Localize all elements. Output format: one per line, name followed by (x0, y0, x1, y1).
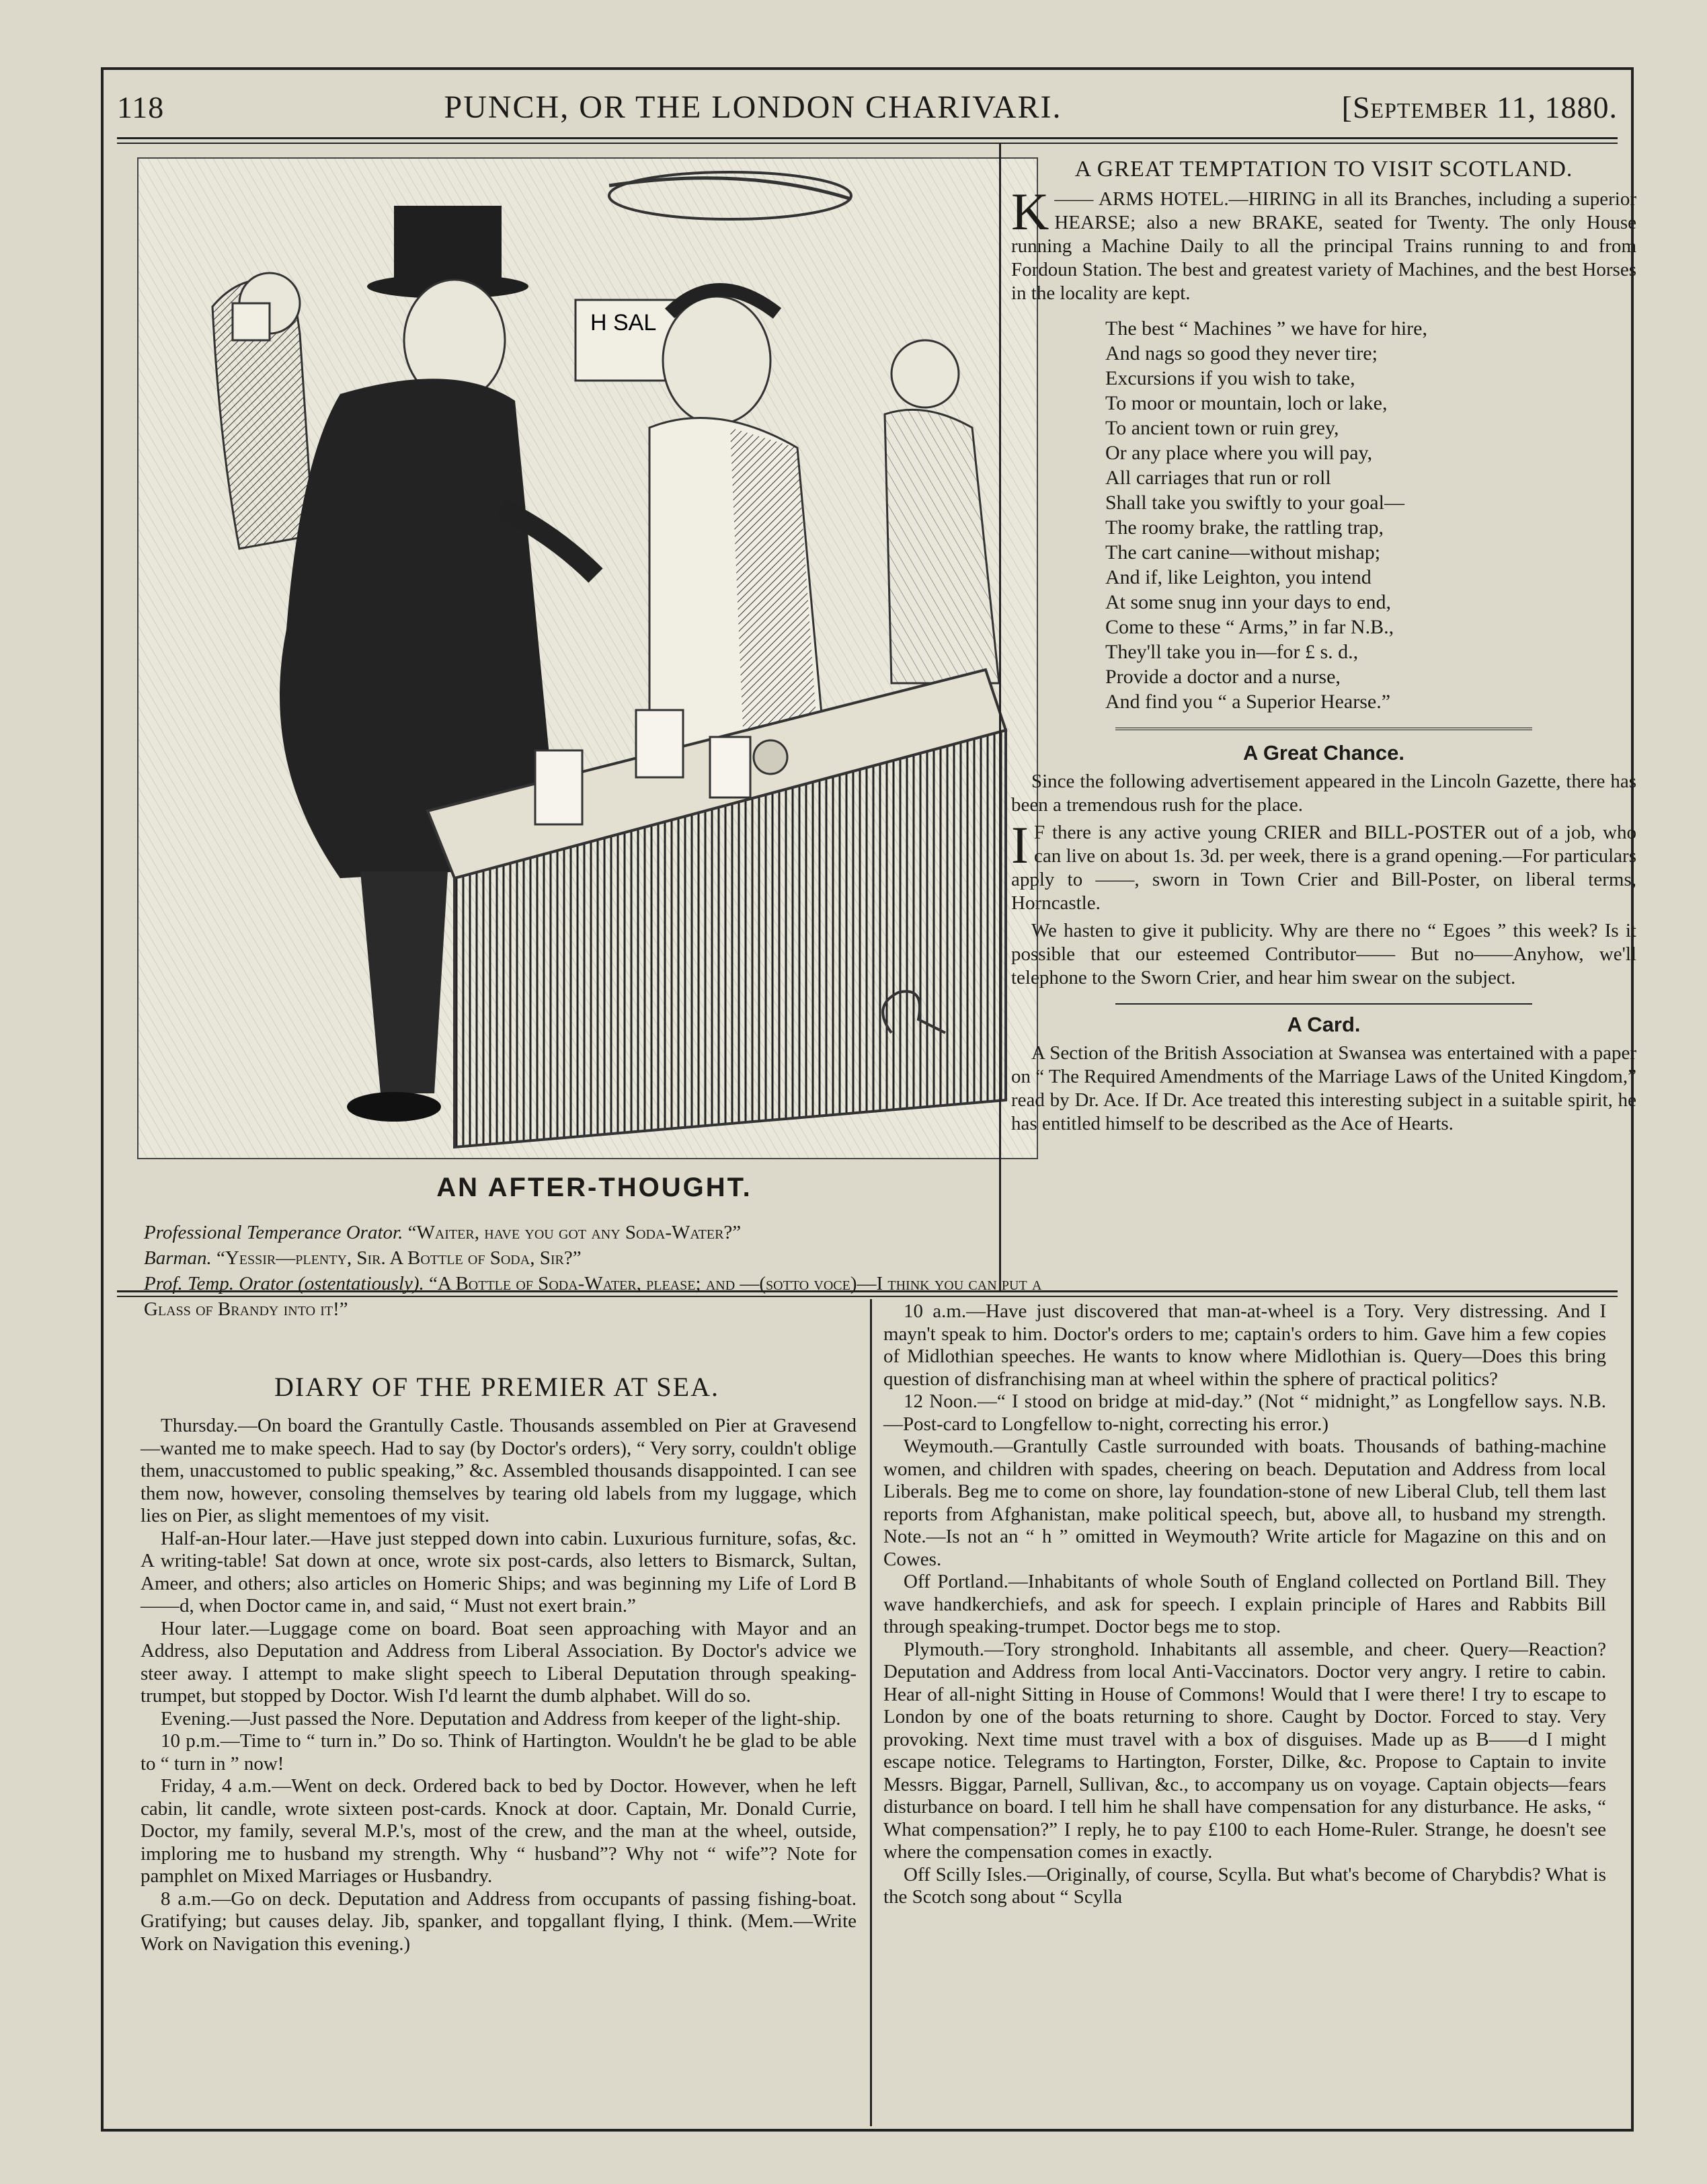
scotland-intro (1011, 182, 1636, 305)
poem-line: Come to these “ Arms,” in far N.B., (1105, 616, 1394, 638)
diary-entry: Half-an-Hour later.—Have just stepped down into cabin. Luxurious furniture, sofas, &c. A writing-table! Sat down at once, wrote six post-cards, also letters to Bismarck, Sultan, Ameer, and others; also articles on Homeric Ships; and was beginning my Life of Lord B——d, when Doctor came in, and said, “ Must not exert brain.” (141, 1527, 857, 1616)
cartoon-drawing (138, 159, 1037, 1158)
caption-speaker: Prof. Temp. Orator (ostentatiously). (144, 1273, 424, 1294)
poem-line: Shall take you swiftly to your goal— (1105, 492, 1404, 514)
right-column (1011, 157, 1636, 1140)
section-separator (1115, 1003, 1532, 1005)
diary-entry: Friday, 4 a.m.—Went on deck. Ordered back to bed by Doctor. However, when he left cabin, lit candle, wrote sixteen post-cards. Knock at door. Captain, Mr. Donald Currie, Doctor, my family, several M.P.'s, most of the crew, and the man at the wheel, outside, imploring me to husband my strength. Why “ husband”? Why not “ wife”? Note for pamphlet on Mixed Marriages or Husbandry. (141, 1775, 857, 1887)
chance-heading: A Great Chance. (1242, 741, 1405, 765)
wall-sign-text: H SAL (590, 310, 657, 336)
poem-line: The roomy brake, the rattling trap, (1105, 516, 1384, 539)
section-separator (1115, 728, 1532, 733)
poem-line: And find you “ a Superior Hearse.” (1105, 691, 1391, 713)
card-heading: A Card. (1287, 1013, 1361, 1036)
drop-cap: K (1011, 182, 1049, 241)
newspaper-page (101, 67, 1634, 2132)
header-rule-inner (117, 143, 1618, 144)
page-number: 118 (117, 89, 165, 124)
diary-entry: Off Scilly Isles.—Originally, of course, Scylla. But what's become of Charybdis? What is the Scotch song about “ Scylla (883, 1863, 1606, 1908)
scotland-poem (1105, 316, 1636, 714)
poem-line: At some snug inn your days to end, (1105, 591, 1391, 613)
publication-title: PUNCH, OR THE LONDON CHARIVARI. (444, 89, 1062, 125)
diary-entry: Plymouth.—Tory stronghold. Inhabitants all assemble, and cheer. Query—Reaction? Deputation and Address from local Anti-Vaccinators. Doctor very angry. I retire to cabin. Hear of all-night Sitting in House of Commons! Would that I were there! I try to escape to London by one of the boats returning to shore. Caught by Doctor. Forced to stay. Very provoking. Next time must travel with a box of disguises. Made up as B——d I might escape notice. Telegrams to Hartington, Forster, Dilke, &c. Propose to Captain to invite Messrs. Biggar, Parnell, Sullivan, &c., to accompany us on voyage. Captain objects—fears disturbance on board. I tell him he shall have compensation for any disturbance. He asks, “ What compensation?” I reply, he to pay £100 to each Home-Ruler. Strange, he doesn't see where the compensation comes in exactly. (883, 1638, 1606, 1863)
diary-entry: Off Portland.—Inhabitants of whole South of England collected on Portland Bill. They wave handkerchiefs, and ask for speech. I explain principle of Hares and Rabbits Bill through speaking-trumpet. Doctor begs me to stop. (883, 1571, 1606, 1637)
mid-rule (117, 1290, 1618, 1292)
chance-paragraph: We hasten to give it publicity. Why are there no “ Egoes ” this week? Is it possible that our esteemed Contributor—— But no——Anyhow, we'll telephone to the Sworn Crier, and hear him swear on the subject. (1011, 920, 1636, 988)
page-header (117, 77, 1618, 137)
diary-heading: DIARY OF THE PREMIER AT SEA. (274, 1372, 719, 1402)
column-divider-bottom (870, 1299, 872, 2126)
poem-line: The cart canine—without mishap; (1105, 541, 1381, 563)
poem-line: And if, like Leighton, you intend (1105, 566, 1372, 588)
caption-speaker: Professional Temperance Orator. (144, 1222, 403, 1243)
diary-entry: Thursday.—On board the Grantully Castle. Thousands assembled on Pier at Gravesend—wanted me to make speech. Had to say (by Doctor's orders), “ Very sorry, couldn't oblige them, unaccustomed to public speaking,” &c. Assembled thousands disappointed. I can see them now, however, consoling themselves by tearing old labels from my luggage, which lies on Pier, as slight mementoes of my visit. (141, 1415, 857, 1526)
caption-text: “Waiter, have you got any Soda-Water?” (407, 1222, 742, 1243)
diary-entry: Hour later.—Luggage come on board. Boat seen approaching with Mayor and an Address, also Deputation and Address from Liberal Association. By Doctor's advice we steer away. I attempt to make slight speech to Liberal Deputation through speaking-trumpet, but stopped by Doctor. Wish I'd learnt the dumb alphabet. Will do so. (141, 1617, 857, 1707)
diary-entry: Weymouth.—Grantully Castle surrounded with boats. Thousands of bathing-machine women, and children with spades, cheering on beach. Deputation and Address from local Liberals. Beg me to come on shore, lay foundation-stone of new Liberal Club, tell them last reports from Afghanistan, make political speech, but, above all, to husband my strength. Note.—Is not an “ h ” omitted in Weymouth? Write article for Magazine on this and on Cowes. (883, 1436, 1606, 1570)
poem-line: And nags so good they never tire; (1105, 342, 1378, 364)
chance-advert (1011, 816, 1636, 915)
poem-line: To moor or mountain, loch or lake, (1105, 392, 1388, 414)
caption-text: “Yessir—plenty, Sir. A Bottle of Soda, Sir?” (216, 1247, 582, 1269)
cartoon-illustration (137, 157, 1038, 1159)
chance-advert-text: F there is any active young CRIER and BILL-POSTER out of a job, who can live on about 1s. 3d. per week, there is a grand opening.—For particulars apply to ——, sworn in Town Crier and Bill-Poster, on liberal terms, Horncastle. (1011, 822, 1636, 914)
caption-line (144, 1245, 1051, 1271)
chance-paragraph: Since the following advertisement appeared in the Lincoln Gazette, there has been a tremendous rush for the place. (1011, 771, 1636, 816)
header-rule (117, 137, 1618, 139)
caption-speaker: Barman. (144, 1247, 212, 1269)
mid-rule-inner (117, 1296, 1618, 1297)
scotland-intro-text: —— ARMS HOTEL.—HIRING in all its Branches, including a superior HEARSE; also a new BRAKE, seated for Twenty. The only House running a Machine Daily to all the principal Trains running to and from Fordoun Station. The best and greatest variety of Machines, and the best Horses in the locality are kept. (1011, 188, 1636, 304)
cartoon-title: AN AFTER-THOUGHT. (436, 1173, 752, 1202)
scotland-heading: A GREAT TEMPTATION TO VISIT SCOTLAND. (1074, 157, 1573, 182)
column-divider-top (999, 144, 1001, 1290)
poem-line: They'll take you in—for £ s. d., (1105, 641, 1359, 663)
poem-line: The best “ Machines ” we have for hire, (1105, 317, 1427, 340)
diary-entry: 10 a.m.—Have just discovered that man-at-wheel is a Tory. Very distressing. And I mayn't speak to him. Doctor's orders to me; captain's orders to him. Gave him a few copies of Midlothian speeches. He wants to know where Midlothian is. Query—Does this bring question of disfranchising man at wheel within the sphere of practical politics? (883, 1300, 1606, 1390)
diary-entry: Evening.—Just passed the Nore. Deputation and Address from keeper of the light-ship. (161, 1707, 841, 1729)
poem-line: Provide a doctor and a nurse, (1105, 666, 1341, 688)
poem-line: All carriages that run or roll (1105, 467, 1331, 489)
poem-line: Excursions if you wish to take, (1105, 367, 1355, 389)
diary-left-column (141, 1415, 857, 1955)
card-paragraph: A Section of the British Association at Swansea was entertained with a paper on “ The Required Amendments of the Marriage Laws of the United Kingdom,” read by Dr. Ace. If Dr. Ace treated this interesting subject in a suitable spirit, he has entitled himself to be described as the Ace of Hearts. (1011, 1042, 1636, 1134)
poem-line: Or any place where you will pay, (1105, 442, 1373, 464)
diary-right-column (883, 1300, 1606, 1909)
diary-entry: 8 a.m.—Go on deck. Deputation and Address from occupants of passing fishing-boat. Gratifying; but causes delay. Jib, spanker, and topgallant flying, I think. (Mem.—Write Work on Navigation this evening.) (141, 1887, 857, 1955)
diary-entry: 12 Noon.—“ I stood on bridge at mid-day.” (Not “ midnight,” as Longfellow says. N.B.—Post-card to Longfellow to-night, correcting his error.) (883, 1391, 1606, 1435)
drop-cap: I (1011, 816, 1029, 874)
caption-line (144, 1220, 1051, 1245)
diary-entry: 10 p.m.—Time to “ turn in.” Do so. Think of Hartington. Wouldn't he be glad to be able to “ turn in ” now! (141, 1730, 857, 1774)
issue-date: [September 11, 1880. (1341, 89, 1618, 124)
caption-text: “A Bottle of Soda-Water, please; and —(sotto voce)—I think you can put a Glass of Brandy into it!” (144, 1273, 1042, 1320)
poem-line: To ancient town or ruin grey, (1105, 417, 1339, 439)
